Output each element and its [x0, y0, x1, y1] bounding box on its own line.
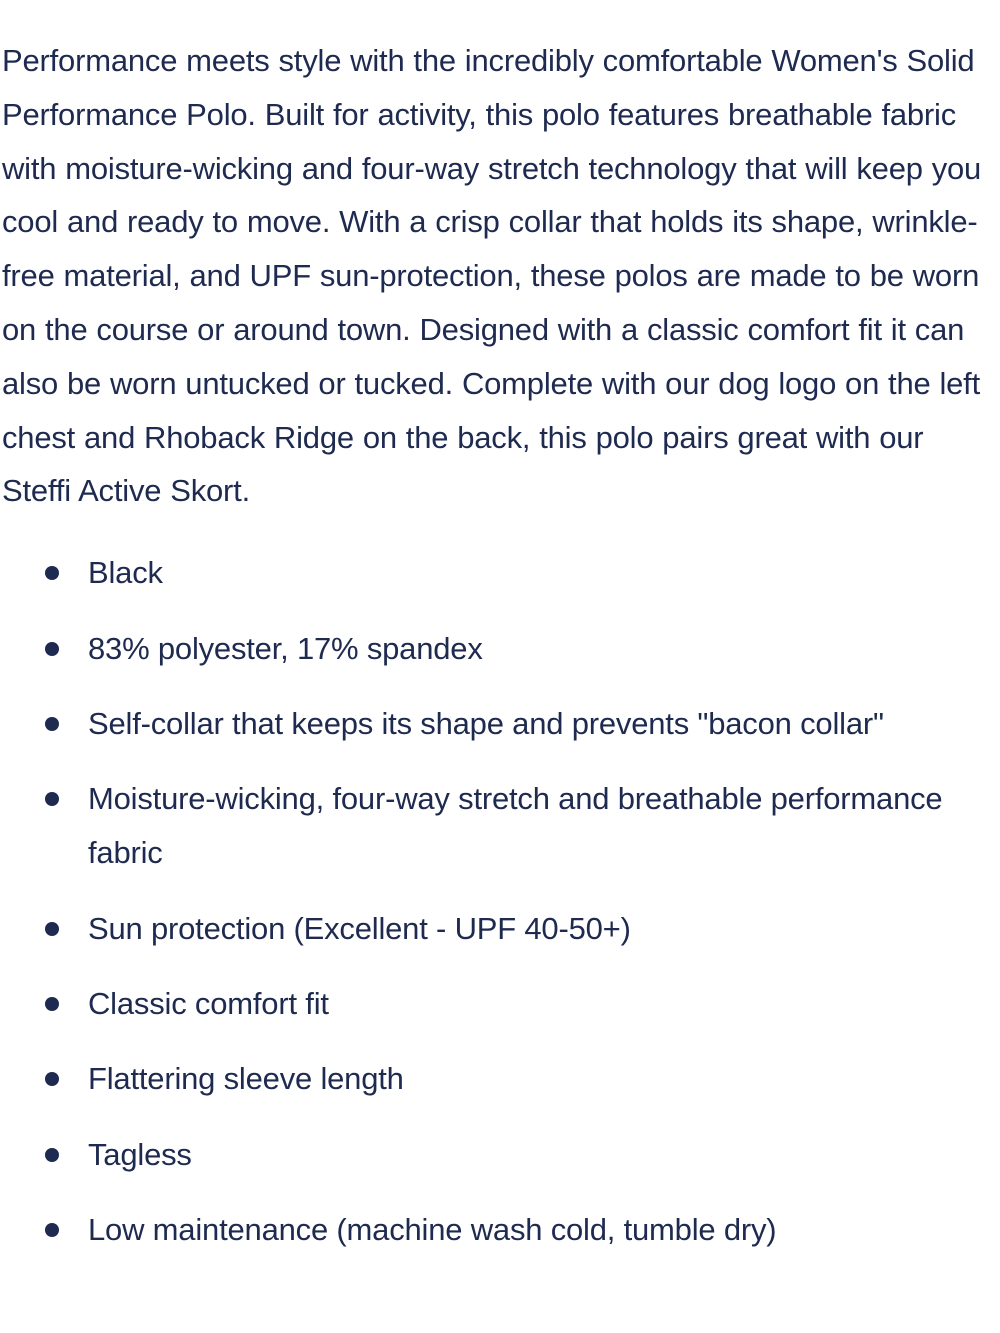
feature-item [2, 977, 992, 1031]
bullet-icon [45, 792, 59, 806]
feature-item [2, 697, 992, 751]
feature-text: Tagless [88, 1136, 192, 1172]
feature-text: 83% polyester, 17% spandex [88, 630, 483, 666]
feature-text: Moisture-wicking, four-way stretch and breathable performance fabric [88, 781, 943, 871]
feature-text: Sun protection (Excellent - UPF 40-50+) [88, 910, 631, 946]
product-details [2, 34, 992, 1278]
feature-text: Low maintenance (machine wash cold, tumble dry) [88, 1212, 777, 1248]
bullet-icon [45, 1223, 59, 1237]
feature-item [2, 622, 992, 676]
feature-item [2, 546, 992, 600]
feature-list [2, 546, 992, 1257]
feature-text: Classic comfort fit [88, 985, 329, 1021]
bullet-icon [45, 717, 59, 731]
feature-item [2, 1052, 992, 1106]
product-description: Performance meets style with the incredibly comfortable Women's Solid Performance Polo. Built for activity, this polo features breathable fabric with moisture-wicking and four-way stretch technology that will keep you cool and ready to move. With a crisp collar that holds its shape, wrinkle-free material, and UPF sun-protection, these polos are made to be worn on the course or around town. Designed with a classic comfort fit it can also be worn untucked or tucked. Complete with our dog logo on the left chest and Rhoback Ridge on the back, this polo pairs great with our Steffi Active Skort. [2, 43, 982, 509]
feature-text: Black [88, 555, 163, 591]
feature-item [2, 772, 992, 880]
bullet-icon [45, 1072, 59, 1086]
bullet-icon [45, 566, 59, 580]
bullet-icon [45, 922, 59, 936]
bullet-icon [45, 642, 59, 656]
feature-item [2, 1128, 992, 1182]
feature-item [2, 902, 992, 956]
bullet-icon [45, 997, 59, 1011]
feature-text: Self-collar that keeps its shape and prevents "bacon collar" [88, 705, 884, 741]
feature-text: Flattering sleeve length [88, 1061, 404, 1097]
feature-item [2, 1203, 992, 1257]
bullet-icon [45, 1148, 59, 1162]
